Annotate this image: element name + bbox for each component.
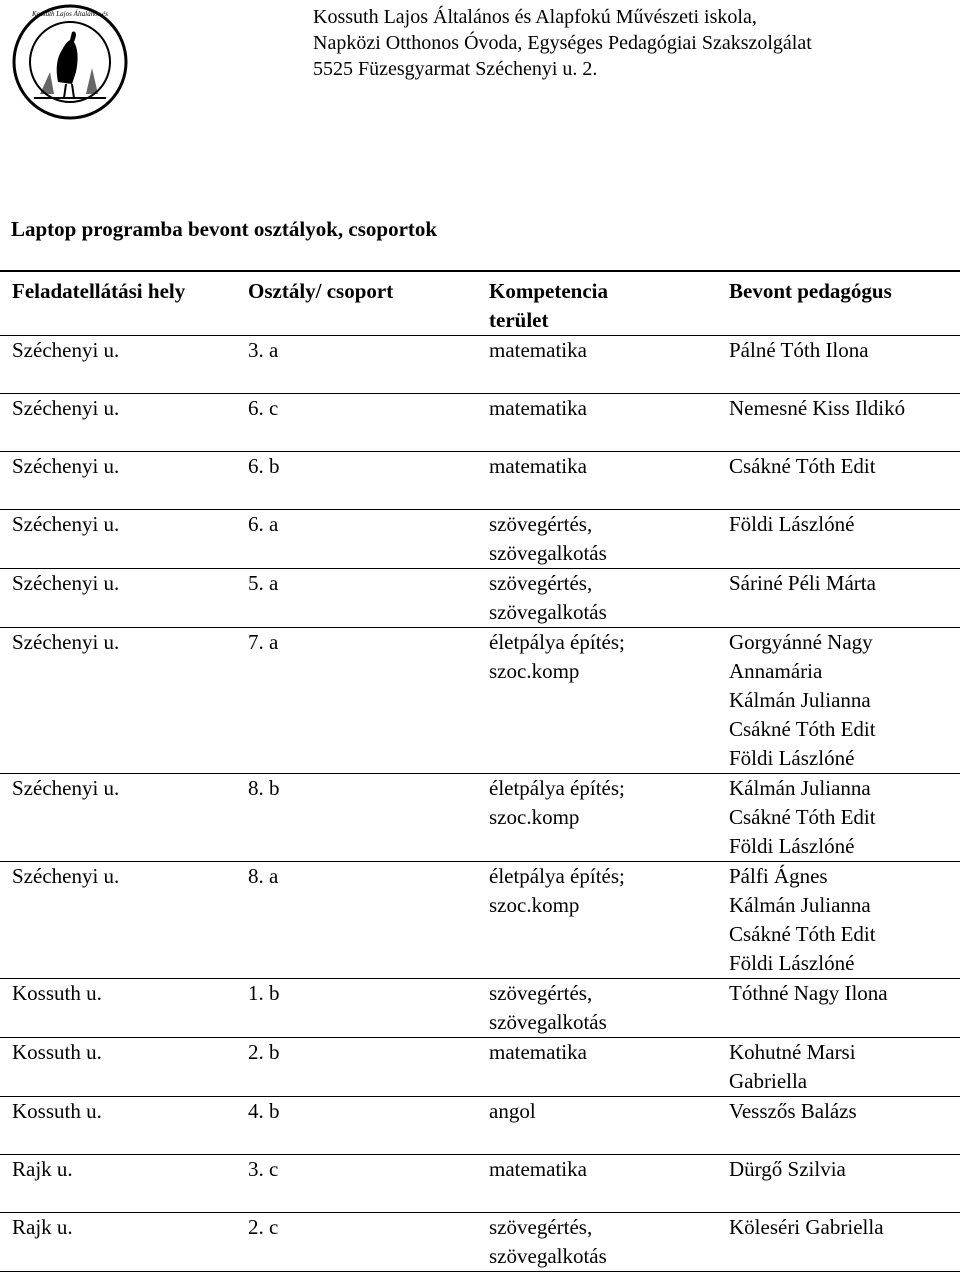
cell-class: [238, 510, 477, 569]
place-text: Széchenyi u.: [12, 630, 120, 654]
cell-competence: [477, 628, 716, 774]
competence-line: szövegalkotás: [489, 541, 607, 565]
table-row: [0, 979, 960, 1038]
cell-teachers: [716, 1155, 960, 1213]
cell-class: [238, 979, 477, 1038]
competence-line: életpálya építés;: [489, 776, 625, 800]
class-text: 3. c: [248, 1157, 279, 1181]
cell-class: [238, 774, 477, 862]
class-text: 3. a: [248, 338, 279, 362]
column-header-place: Feladatellátási hely: [12, 279, 186, 303]
teacher-name: Kohutné Marsi: [729, 1040, 856, 1064]
table-row: [0, 628, 960, 774]
competence-line: életpálya építés;: [489, 630, 625, 654]
cell-class: [238, 452, 477, 510]
cell-competence: [477, 569, 716, 628]
place-text: Kossuth u.: [12, 1040, 102, 1064]
class-text: 2. c: [248, 1215, 279, 1239]
document-title: Laptop programba bevont osztályok, csoportok: [11, 217, 438, 241]
cell-teachers: [716, 1038, 960, 1097]
cell-competence: [477, 510, 716, 569]
cell-class: [238, 336, 477, 394]
cell-teachers: [716, 862, 960, 979]
table-row: [0, 1155, 960, 1213]
teacher-name: Csákné Tóth Edit: [729, 805, 876, 829]
cell-place: [0, 394, 238, 452]
teacher-name: Pálfi Ágnes: [729, 864, 828, 888]
svg-text:Kossuth Lajos Általános és: Kossuth Lajos Általános és: [31, 10, 109, 18]
cell-place: [0, 979, 238, 1038]
competence-line: szövegértés,: [489, 512, 593, 536]
cell-competence: [477, 1155, 716, 1213]
cell-class: [238, 862, 477, 979]
cell-competence: [477, 979, 716, 1038]
competence-line: szövegértés,: [489, 571, 593, 595]
competence-line: szövegértés,: [489, 1215, 593, 1239]
class-text: 8. b: [248, 776, 280, 800]
competence-line: matematika: [489, 338, 587, 362]
teacher-name: Földi Lászlóné: [729, 746, 855, 770]
teacher-name: Kálmán Julianna: [729, 893, 871, 917]
cell-competence: [477, 452, 716, 510]
table-row: [0, 336, 960, 394]
school-name-line-2: Napközi Otthonos Óvoda, Egységes Pedagógiai Szakszolgálat: [313, 32, 812, 54]
cell-place: [0, 1038, 238, 1097]
place-text: Rajk u.: [12, 1157, 73, 1181]
cell-teachers: [716, 628, 960, 774]
place-text: Széchenyi u.: [12, 776, 120, 800]
competence-line: szövegalkotás: [489, 600, 607, 624]
place-text: Kossuth u.: [12, 1099, 102, 1123]
teacher-name: Csákné Tóth Edit: [729, 717, 876, 741]
class-text: 6. c: [248, 396, 279, 420]
cell-teachers: [716, 452, 960, 510]
cell-place: [0, 628, 238, 774]
competence-line: szoc.komp: [489, 805, 580, 829]
teacher-name: Gabriella: [729, 1069, 808, 1093]
place-text: Széchenyi u.: [12, 571, 120, 595]
teacher-name: Annamária: [729, 659, 823, 683]
cell-teachers: [716, 569, 960, 628]
cell-competence: [477, 394, 716, 452]
competence-line: matematika: [489, 1040, 587, 1064]
cell-teachers: [716, 1097, 960, 1155]
teacher-name: Földi Lászlóné: [729, 834, 855, 858]
class-text: 8. a: [248, 864, 279, 888]
teacher-name: Nemesné Kiss Ildikó: [729, 396, 906, 420]
cell-place: [0, 452, 238, 510]
competence-line: szoc.komp: [489, 893, 580, 917]
class-text: 6. b: [248, 454, 280, 478]
table-row: [0, 569, 960, 628]
class-text: 2. b: [248, 1040, 280, 1064]
school-name-line-1: Kossuth Lajos Általános és Alapfokú Művészeti iskola,: [313, 6, 757, 28]
table-row: [0, 774, 960, 862]
competence-line: matematika: [489, 396, 587, 420]
competence-line: matematika: [489, 1157, 587, 1181]
class-text: 5. a: [248, 571, 279, 595]
table-row: [0, 510, 960, 569]
cell-teachers: [716, 510, 960, 569]
table-row: [0, 862, 960, 979]
cell-competence: [477, 862, 716, 979]
column-header-teacher: Bevont pedagógus: [729, 279, 892, 303]
cell-place: [0, 1155, 238, 1213]
place-text: Széchenyi u.: [12, 864, 120, 888]
teacher-name: Dürgő Szilvia: [729, 1157, 846, 1181]
place-text: Széchenyi u.: [12, 454, 120, 478]
teacher-name: Csákné Tóth Edit: [729, 922, 876, 946]
cell-class: [238, 1097, 477, 1155]
document-header: [0, 0, 960, 130]
cell-teachers: [716, 336, 960, 394]
place-text: Széchenyi u.: [12, 338, 120, 362]
cell-teachers: [716, 394, 960, 452]
column-header-class: Osztály/ csoport: [248, 279, 394, 303]
class-text: 6. a: [248, 512, 279, 536]
school-address-line: 5525 Füzesgyarmat Széchenyi u. 2.: [313, 58, 598, 80]
place-text: Kossuth u.: [12, 981, 102, 1005]
cell-place: [0, 1097, 238, 1155]
competence-line: életpálya építés;: [489, 864, 625, 888]
teacher-name: Csákné Tóth Edit: [729, 454, 876, 478]
table-row: [0, 452, 960, 510]
place-text: Széchenyi u.: [12, 512, 120, 536]
cell-place: [0, 336, 238, 394]
teacher-name: Kálmán Julianna: [729, 776, 871, 800]
cell-class: [238, 1155, 477, 1213]
cell-competence: [477, 336, 716, 394]
competence-line: szoc.komp: [489, 659, 580, 683]
competence-line: angol: [489, 1099, 536, 1123]
competence-line: matematika: [489, 454, 587, 478]
teacher-name: Földi Lászlóné: [729, 951, 855, 975]
table-row: [0, 1038, 960, 1097]
cell-competence: [477, 774, 716, 862]
competence-line: szövegalkotás: [489, 1244, 607, 1268]
cell-competence: [477, 1097, 716, 1155]
cell-class: [238, 628, 477, 774]
teacher-name: Földi Lászlóné: [729, 512, 855, 536]
school-address-block: [313, 4, 812, 82]
cell-place: [0, 569, 238, 628]
cell-competence: [477, 1038, 716, 1097]
teacher-name: Gorgyánné Nagy: [729, 630, 873, 654]
cell-class: [238, 1038, 477, 1097]
cell-place: [0, 862, 238, 979]
competence-line: szövegalkotás: [489, 1010, 607, 1034]
teacher-name: Sáriné Péli Márta: [729, 571, 876, 595]
teacher-name: Kálmán Julianna: [729, 688, 871, 712]
place-text: Széchenyi u.: [12, 396, 120, 420]
teacher-name: Köleséri Gabriella: [729, 1215, 884, 1239]
class-text: 1. b: [248, 981, 280, 1005]
school-seal-icon: [10, 2, 130, 122]
cell-class: [238, 394, 477, 452]
classes-table: [0, 270, 960, 1272]
cell-class: [238, 569, 477, 628]
teacher-name: Tóthné Nagy Ilona: [729, 981, 888, 1005]
class-text: 4. b: [248, 1099, 280, 1123]
class-text: 7. a: [248, 630, 279, 654]
column-header-competence: Kompetencia terület: [489, 279, 608, 332]
teacher-name: Pálné Tóth Ilona: [729, 338, 869, 362]
teacher-name: Vesszős Balázs: [729, 1099, 857, 1123]
table-row: [0, 1097, 960, 1155]
cell-teachers: [716, 774, 960, 862]
table-row: [0, 394, 960, 452]
cell-teachers: [716, 979, 960, 1038]
cell-place: [0, 774, 238, 862]
place-text: Rajk u.: [12, 1215, 73, 1239]
cell-place: [0, 510, 238, 569]
competence-line: szövegértés,: [489, 981, 593, 1005]
table-header-row: [0, 271, 960, 336]
